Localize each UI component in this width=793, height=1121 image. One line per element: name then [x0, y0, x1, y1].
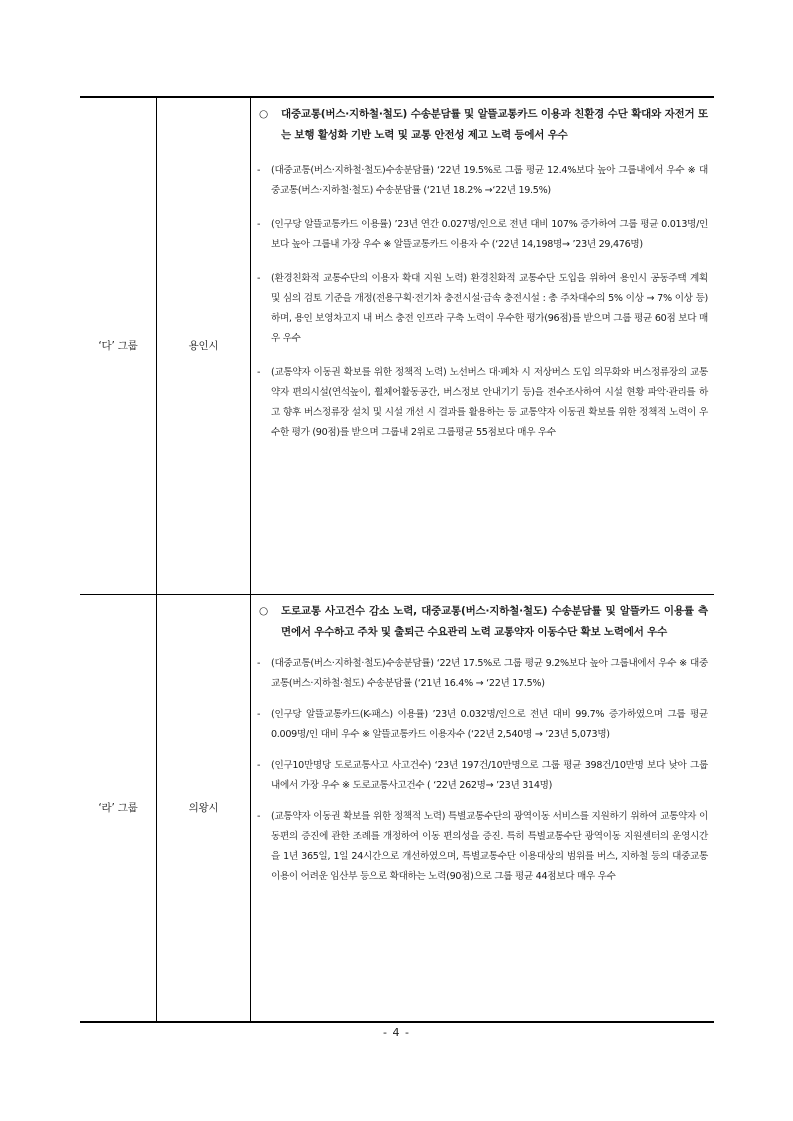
summary-item: [257, 601, 708, 643]
group-label: ‘다’ 그룹: [98, 340, 138, 353]
city-name: 의왕시: [188, 802, 219, 815]
detail-item: [257, 363, 708, 443]
city-name: 용인시: [188, 340, 219, 353]
detail-text: (대중교통(버스·지하철·철도)수송분담률) ‘22년 19.5%로 그룹 평균 12.4%보다 높아 그룹내에서 우수 ※ 대중교통(버스·지하철·철도) 수송분담률 (‘21년 18.2% →‘22년 19.5%): [271, 165, 708, 196]
detail-item: [257, 161, 708, 201]
detail-item: [257, 807, 708, 887]
detail-text: (교통약자 이동권 확보를 위한 정책적 노력) 특별교통수단의 광역이동 서비스를 지원하기 위하여 교통약자 이동편의 증진에 관한 조례를 개정하여 이동 편의성을 증진. 특히 특별교통수단 광역이동 지원센터의 운영시간을 1년 365일, 1일 24시간으로 개선하였으며, 특별교통수단 이용대상의 범위를 버스, 지하철 등의 대중교통 이용이 어려운 임산부 등으로 확대하는 노력(90점)으로 그룹 평균 44점보다 매우 우수: [271, 810, 708, 882]
detail-item: [257, 756, 708, 796]
dash-marker: -: [257, 219, 261, 230]
table-row: [80, 97, 714, 594]
table-row: [80, 594, 714, 1022]
dash-marker: -: [257, 708, 261, 720]
group-label: ‘라’ 그룹: [98, 802, 138, 815]
description-cell: [251, 594, 715, 1022]
dash-marker: -: [257, 273, 261, 284]
city-cell: [157, 97, 251, 594]
summary-text: 도로교통 사고건수 감소 노력, 대중교통(버스·지하철·철도) 수송분담률 및 알뜰카드 이용률 측면에서 우수하고 주차 및 출퇴근 수요관리 노력 교통약자 이동수단 확보 노력에서 우수: [281, 604, 708, 638]
detail-text: (인구당 알뜰교통카드(K-패스) 이용률) ’23년 0.032명/인으로 전년 대비 99.7% 증가하였으며 그룹 평균 0.009명/인 대비 우수 ※ 알뜰교통카드 이용자수 (‘22년 2,540명 → ’23년 5,073명): [271, 708, 708, 740]
circle-bullet-icon: ○: [259, 604, 268, 617]
summary-item: [257, 104, 708, 146]
dash-marker: -: [257, 759, 261, 771]
detail-text: (인구10만명당 도로교통사고 사고건수) ‘23년 197건/10만명으로 그룹 평균 398건/10만명 보다 낮아 그룹 내에서 가장 우수 ※ 도로교통사고건수 ( ‘22년 262명→ ’23년 314명): [271, 759, 708, 791]
evaluation-table: [80, 96, 714, 1023]
dash-marker: -: [257, 810, 261, 822]
city-cell: [157, 594, 251, 1022]
dash-marker: -: [257, 657, 261, 669]
detail-text: (환경친화적 교통수단의 이용자 확대 지원 노력) 환경친화적 교통수단 도입을 위하여 용인시 공동주택 계획 및 심의 검토 기준을 개정(전용구획·전기차 충전시설·급속 충전시설 : 총 주차대수의 5% 이상 → 7% 이상 등)하며, 용인 보영차고지 내 버스 충전 인프라 구축 노력이 우수한 평가(96점)를 받으며 그룹 평균 60점 보다 매우 우수: [271, 273, 708, 344]
detail-text: (교통약자 이동권 확보를 위한 정책적 노력) 노선버스 대·폐차 시 저상버스 도입 의무화와 버스정류장의 교통약자 편의시설(연석높이, 휠체어활동공간, 버스정보 안내기기 등)을 전수조사하여 시설 현황 파악·관리를 하고 향후 버스정류장 설치 및 시설 개선 시 결과를 활용하는 등 교통약자 이동권 확보를 위한 정책적 노력이 우수한 평가 (90점)를 받으며 그룹내 2위로 그룹평균 55점보다 매우 우수: [271, 367, 708, 438]
detail-item: [257, 654, 708, 694]
detail-text: (대중교통(버스·지하철·철도)수송분담률) ‘22년 17.5%로 그룹 평균 9.2%보다 높아 그룹내에서 우수 ※ 대중교통(버스·지하철·철도) 수송분담률 (‘21년 16.4% → ‘22년 17.5%): [271, 657, 708, 689]
detail-item: [257, 705, 708, 745]
group-cell: [80, 97, 157, 594]
group-cell: [80, 594, 157, 1022]
dash-marker: -: [257, 165, 261, 176]
page-number: - 4 -: [383, 1026, 410, 1039]
detail-text: (인구당 알뜰교통카드 이용률) ’23년 연간 0.027명/인으로 전년 대비 107% 증가하여 그룹 평균 0.013명/인보다 높아 그룹내 가장 우수 ※ 알뜰교통카드 이용자 수 (‘22년 14,198명→ ’23년 29,476명): [271, 219, 708, 250]
summary-text: 대중교통(버스·지하철·철도) 수송분담률 및 알뜰교통카드 이용과 친환경 수단 확대와 자전거 또는 보행 활성화 기반 노력 및 교통 안전성 제고 노력 등에서 우수: [281, 108, 708, 141]
circle-bullet-icon: ○: [259, 108, 268, 120]
detail-item: [257, 269, 708, 349]
detail-item: [257, 215, 708, 255]
description-cell: [251, 97, 715, 594]
dash-marker: -: [257, 367, 261, 378]
